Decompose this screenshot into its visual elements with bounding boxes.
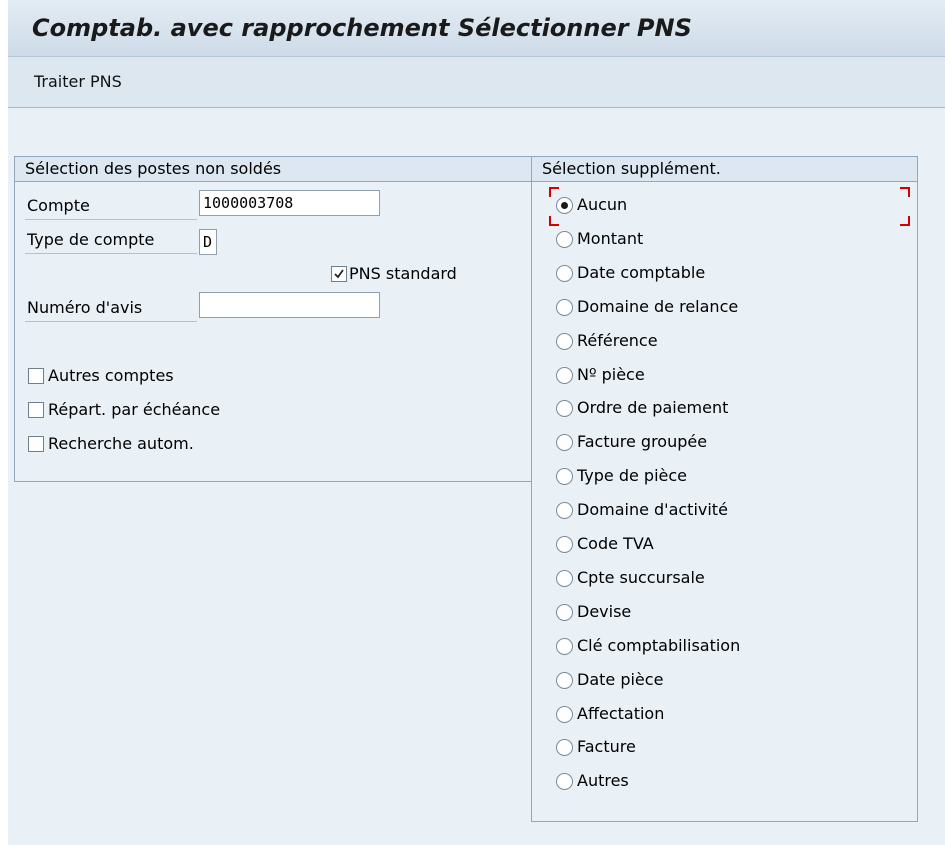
radio-option[interactable]	[556, 601, 886, 625]
additional-selection-group	[531, 156, 918, 822]
application-toolbar	[8, 57, 945, 108]
numero-avis-label-underline	[25, 321, 197, 322]
radio-option[interactable]	[556, 296, 886, 320]
focus-marker	[900, 216, 910, 226]
radio-label: Code TVA	[577, 534, 654, 553]
radio-option[interactable]	[556, 465, 886, 489]
radio-option[interactable]	[556, 262, 886, 286]
radio-button[interactable]	[556, 502, 573, 519]
radio-option[interactable]	[556, 736, 886, 760]
radio-button[interactable]	[556, 333, 573, 350]
radio-label: Type de pièce	[577, 466, 688, 486]
radio-label: Ordre de paiement	[577, 398, 729, 418]
radio-option[interactable]	[556, 431, 886, 455]
radio-option[interactable]	[556, 330, 886, 354]
radio-label: Date pièce	[577, 669, 664, 689]
radio-option[interactable]	[556, 364, 886, 388]
pns-standard-label: PNS standard	[349, 264, 457, 283]
radio-button[interactable]	[556, 468, 573, 485]
group-title: Sélection supplément.	[542, 159, 721, 178]
radio-button[interactable]	[556, 604, 573, 621]
pns-standard-checkbox[interactable]	[331, 266, 347, 282]
sap-window	[8, 0, 945, 845]
radio-option[interactable]	[556, 397, 886, 421]
radio-label: Montant	[577, 228, 644, 248]
radio-button[interactable]	[556, 536, 573, 553]
radio-label: Autres	[577, 771, 629, 791]
autres-comptes-checkbox[interactable]	[28, 368, 44, 384]
autres-comptes-label: Autres comptes	[48, 366, 174, 385]
radio-option[interactable]	[556, 703, 886, 727]
radio-option[interactable]	[556, 770, 886, 794]
compte-input[interactable]: 1000003708	[199, 190, 380, 216]
radio-label: Domaine d'activité	[577, 500, 728, 520]
process-open-items-button[interactable]: Traiter PNS	[34, 72, 122, 91]
radio-label: Devise	[577, 601, 632, 621]
radio-button[interactable]	[556, 265, 573, 282]
radio-label: Cpte succursale	[577, 567, 705, 587]
radio-option[interactable]	[556, 567, 886, 591]
group-header	[15, 157, 537, 182]
radio-option[interactable]	[556, 635, 886, 659]
radio-label: Facture groupée	[577, 432, 708, 452]
radio-label: Domaine de relance	[577, 296, 739, 316]
radio-selected-dot	[561, 202, 568, 209]
page-title: Comptab. avec rapprochement Sélectionner PNS	[32, 14, 692, 42]
radio-option[interactable]	[556, 228, 886, 252]
group-header	[532, 157, 917, 182]
radio-button[interactable]	[556, 739, 573, 756]
repart-echeance-label: Répart. par échéance	[48, 400, 221, 419]
title-bar	[8, 0, 945, 57]
radio-label: Facture	[577, 737, 636, 757]
radio-button[interactable]	[556, 434, 573, 451]
check-icon	[333, 268, 345, 280]
radio-button[interactable]	[556, 231, 573, 248]
radio-option[interactable]	[556, 533, 886, 557]
radio-button[interactable]	[556, 367, 573, 384]
recherche-autom-checkbox[interactable]	[28, 436, 44, 452]
radio-option[interactable]	[556, 669, 886, 693]
repart-echeance-checkbox[interactable]	[28, 402, 44, 418]
radio-label: Date comptable	[577, 262, 706, 282]
radio-option[interactable]	[556, 194, 886, 218]
radio-button[interactable]	[556, 570, 573, 587]
radio-button[interactable]	[556, 773, 573, 790]
radio-button[interactable]	[556, 299, 573, 316]
radio-label: Aucun	[577, 195, 628, 214]
radio-button[interactable]	[556, 400, 573, 417]
radio-button[interactable]	[556, 672, 573, 689]
compte-label-underline	[25, 219, 197, 220]
radio-button[interactable]	[556, 638, 573, 655]
open-items-selection-group	[14, 156, 538, 482]
radio-label: Nº pièce	[577, 364, 645, 384]
radio-option[interactable]	[556, 499, 886, 523]
radio-button[interactable]	[556, 197, 573, 214]
type-compte-label-underline	[25, 253, 197, 254]
numero-avis-input[interactable]	[199, 292, 380, 318]
focus-marker	[900, 187, 910, 197]
group-title: Sélection des postes non soldés	[25, 159, 282, 178]
radio-label: Référence	[577, 330, 658, 350]
radio-button[interactable]	[556, 706, 573, 723]
type-compte-input[interactable]: D	[199, 229, 217, 255]
numero-avis-label: Numéro d'avis	[27, 298, 143, 317]
recherche-autom-label: Recherche autom.	[48, 434, 194, 453]
radio-label: Affectation	[577, 703, 665, 723]
type-compte-label: Type de compte	[27, 230, 155, 249]
compte-label: Compte	[27, 196, 90, 215]
radio-label: Clé comptabilisation	[577, 635, 741, 655]
